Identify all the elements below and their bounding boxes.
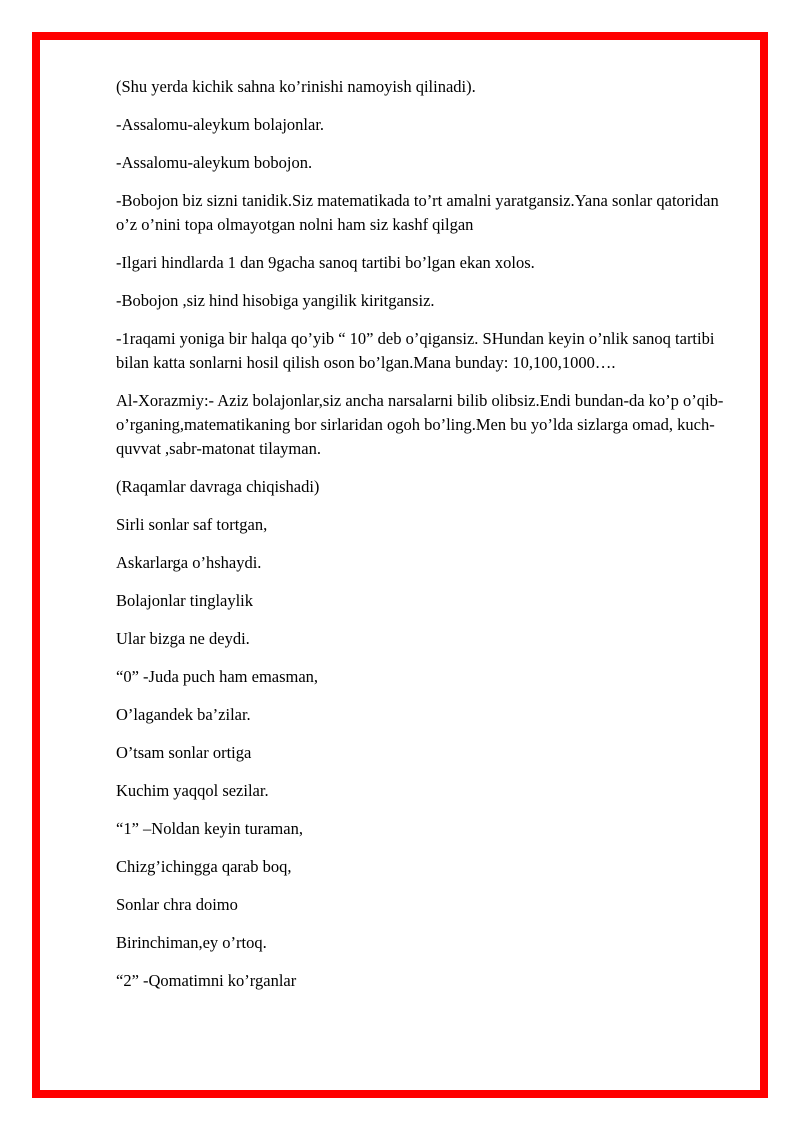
paragraph: -Ilgari hindlarda 1 dan 9gacha sanoq tartibi bo’lgan ekan xolos.: [116, 253, 535, 272]
verse-line: “0” -Juda puch ham emasman,: [116, 667, 319, 686]
verse-line: Ular bizga ne deydi.: [116, 629, 250, 648]
document-body: [116, 75, 736, 1007]
verse-line: O’lagandek ba’zilar.: [116, 705, 251, 724]
verse-line: Sonlar chra doimo: [116, 895, 238, 914]
verse-line: O’tsam sonlar ortiga: [116, 743, 252, 762]
verse-line: Chizg’ichingga qarab boq,: [116, 857, 292, 876]
paragraph: (Raqamlar davraga chiqishadi): [116, 477, 320, 496]
paragraph: Al-Xorazmiy:- Aziz bolajonlar,siz ancha narsalarni bilib olibsiz.Endi bundan-da ko’p o’qib-o’rganing,matematikaning bor sirlaridan ogoh bo’ling.Men bu yo’lda sizlarga omad, kuch-quvvat ,sabr-matonat tilayman.: [116, 391, 724, 458]
verse-line: “2” -Qomatimni ko’rganlar: [116, 971, 297, 990]
paragraph: -Assalomu-aleykum bobojon.: [116, 153, 313, 172]
paragraph: -Bobojon ,siz hind hisobiga yangilik kiritgansiz.: [116, 291, 435, 310]
verse-line: Kuchim yaqqol sezilar.: [116, 781, 269, 800]
verse-line: Bolajonlar tinglaylik: [116, 591, 254, 610]
paragraph: (Shu yerda kichik sahna ko’rinishi namoyish qilinadi).: [116, 77, 476, 96]
verse-line: Sirli sonlar saf tortgan,: [116, 515, 268, 534]
verse-line: Askarlarga o’hshaydi.: [116, 553, 262, 572]
paragraph: -Bobojon biz sizni tanidik.Siz matematikada to’rt amalni yaratgansiz.Yana sonlar qatoridan o’z o’nini topa olmayotgan nolni ham siz kashf qilgan: [116, 191, 719, 234]
paragraph: -Assalomu-aleykum bolajonlar.: [116, 115, 325, 134]
verse-line: “1” –Noldan keyin turaman,: [116, 819, 303, 838]
paragraph: -1raqami yoniga bir halqa qo’yib “ 10” deb o’qigansiz. SHundan keyin o’nlik sanoq tartibi bilan katta sonlarni hosil qilish oson bo’lgan.Mana bunday: 10,100,1000….: [116, 329, 715, 372]
verse-line: Birinchiman,ey o’rtoq.: [116, 933, 267, 952]
